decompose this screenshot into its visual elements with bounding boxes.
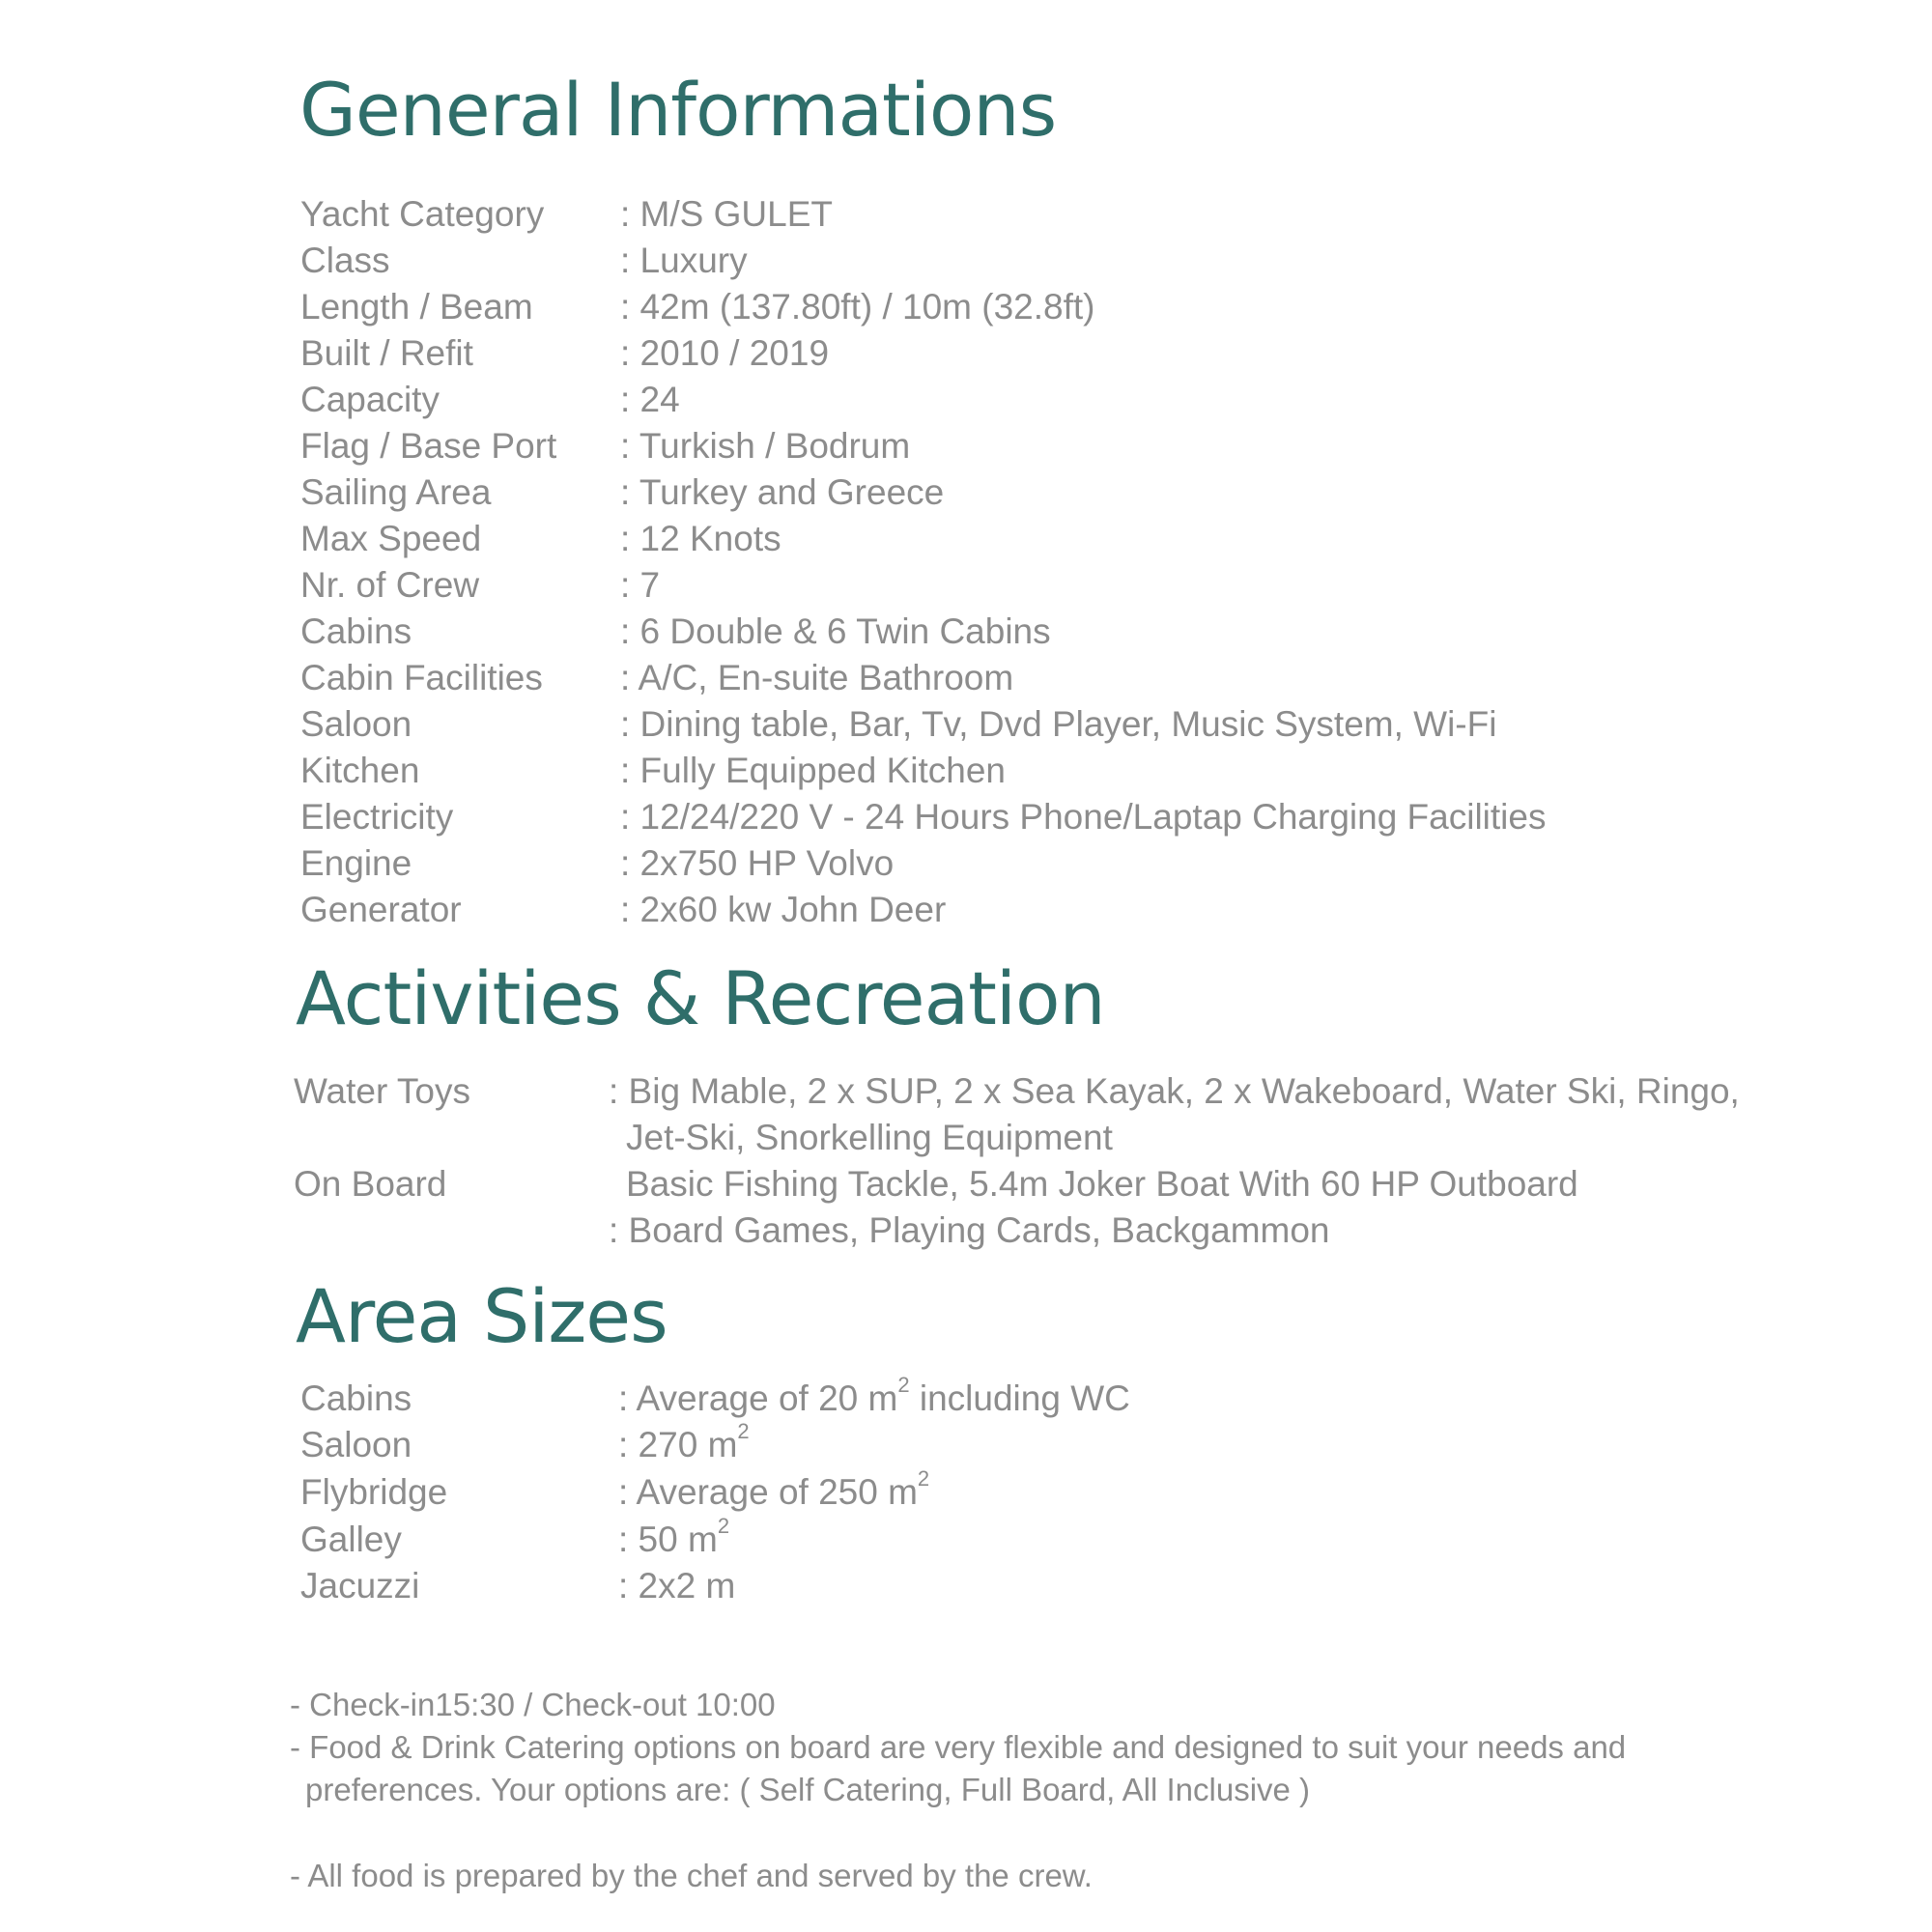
spec-label: Flag / Base Port (300, 426, 557, 466)
spec-value: : 2x750 HP Volvo (620, 843, 895, 883)
activity-label: On Board (294, 1164, 447, 1204)
activity-continuation (626, 1120, 1113, 1155)
spec-label: Cabins (300, 611, 412, 651)
note-catering-line2: preferences. Your options are: ( Self Catering, Full Board, All Inclusive ) (305, 1772, 1311, 1807)
spec-label: Engine (300, 843, 412, 883)
spec-label: Yacht Category (300, 194, 545, 234)
spec-label: Length / Beam (300, 287, 533, 327)
area-sizes-heading: Area Sizes (296, 1273, 668, 1359)
activity-value: Basic Fishing Tackle, 5.4m Joker Boat With 60 HP Outboard (626, 1164, 1578, 1204)
spec-value: : Turkey and Greece (620, 472, 945, 512)
note-checkin-checkout: - Check-in15:30 / Check-out 10:00 (290, 1687, 776, 1722)
spec-value: : 24 (620, 380, 680, 419)
area-value: : 50 $m^2$ (618, 1514, 730, 1559)
general-informations-heading: General Informations (299, 67, 1057, 153)
area-value: : Average of 250 $m^2$ (618, 1466, 930, 1512)
spec-value: : 42m (137.80ft) / 10m (32.8ft) (620, 287, 1095, 327)
spec-value: : Fully Equipped Kitchen (620, 751, 1007, 790)
spec-value: : 12/24/220 V - 24 Hours Phone/Laptap Charging Facilities (620, 797, 1547, 837)
activities-recreation-heading: Activities & Recreation (296, 955, 1105, 1041)
spec-value: : 2010 / 2019 (620, 333, 830, 373)
spec-label: Electricity (300, 797, 454, 837)
spec-value: : 12 Knots (620, 519, 781, 558)
activity-value: : Big Mable, 2 x SUP, 2 x Sea Kayak, 2 x Wakeboard, Water Ski, Ringo, (609, 1071, 1740, 1111)
area-label: Flybridge (300, 1472, 448, 1512)
spec-value: : 2x60 kw John Deer (620, 890, 947, 929)
spec-label: Max Speed (300, 519, 482, 558)
spec-label: Kitchen (300, 751, 420, 790)
area-label: Saloon (300, 1425, 412, 1464)
spec-label: Nr. of Crew (300, 565, 480, 605)
spec-label: Cabin Facilities (300, 658, 543, 697)
area-value: : Average of 20 $m^2$ including WC (618, 1373, 1130, 1418)
spec-value: : Luxury (620, 241, 748, 280)
area-label: Cabins (300, 1378, 412, 1418)
activity-label: Water Toys (294, 1071, 470, 1111)
area-value: : 270 $m^2$ (618, 1419, 750, 1464)
spec-value: : 6 Double & 6 Twin Cabins (620, 611, 1051, 651)
spec-label: Sailing Area (300, 472, 492, 512)
spec-value: : A/C, En-suite Bathroom (620, 658, 1014, 697)
spec-value: : 7 (620, 565, 661, 605)
spec-label: Class (300, 241, 390, 280)
note-catering-line1: - Food & Drink Catering options on board are very flexible and designed to suit your needs and (290, 1729, 1627, 1765)
area-value: : 2x2 m (618, 1566, 736, 1605)
spec-value: : Dining table, Bar, Tv, Dvd Player, Music System, Wi-Fi (620, 704, 1497, 744)
spec-value: : M/S GULET (620, 194, 833, 234)
activity-value: : Board Games, Playing Cards, Backgammon (609, 1210, 1330, 1250)
note-food-prepared: - All food is prepared by the chef and served by the crew. (290, 1858, 1093, 1893)
activity-continuation (609, 1212, 1330, 1248)
spec-label: Capacity (300, 380, 440, 419)
spec-label: Saloon (300, 704, 412, 744)
activity-value: Jet-Ski, Snorkelling Equipment (626, 1118, 1113, 1157)
spec-value: : Turkish / Bodrum (620, 426, 911, 466)
spec-label: Built / Refit (300, 333, 473, 373)
spec-label: Generator (300, 890, 462, 929)
area-label: Galley (300, 1520, 402, 1559)
area-label: Jacuzzi (300, 1566, 420, 1605)
